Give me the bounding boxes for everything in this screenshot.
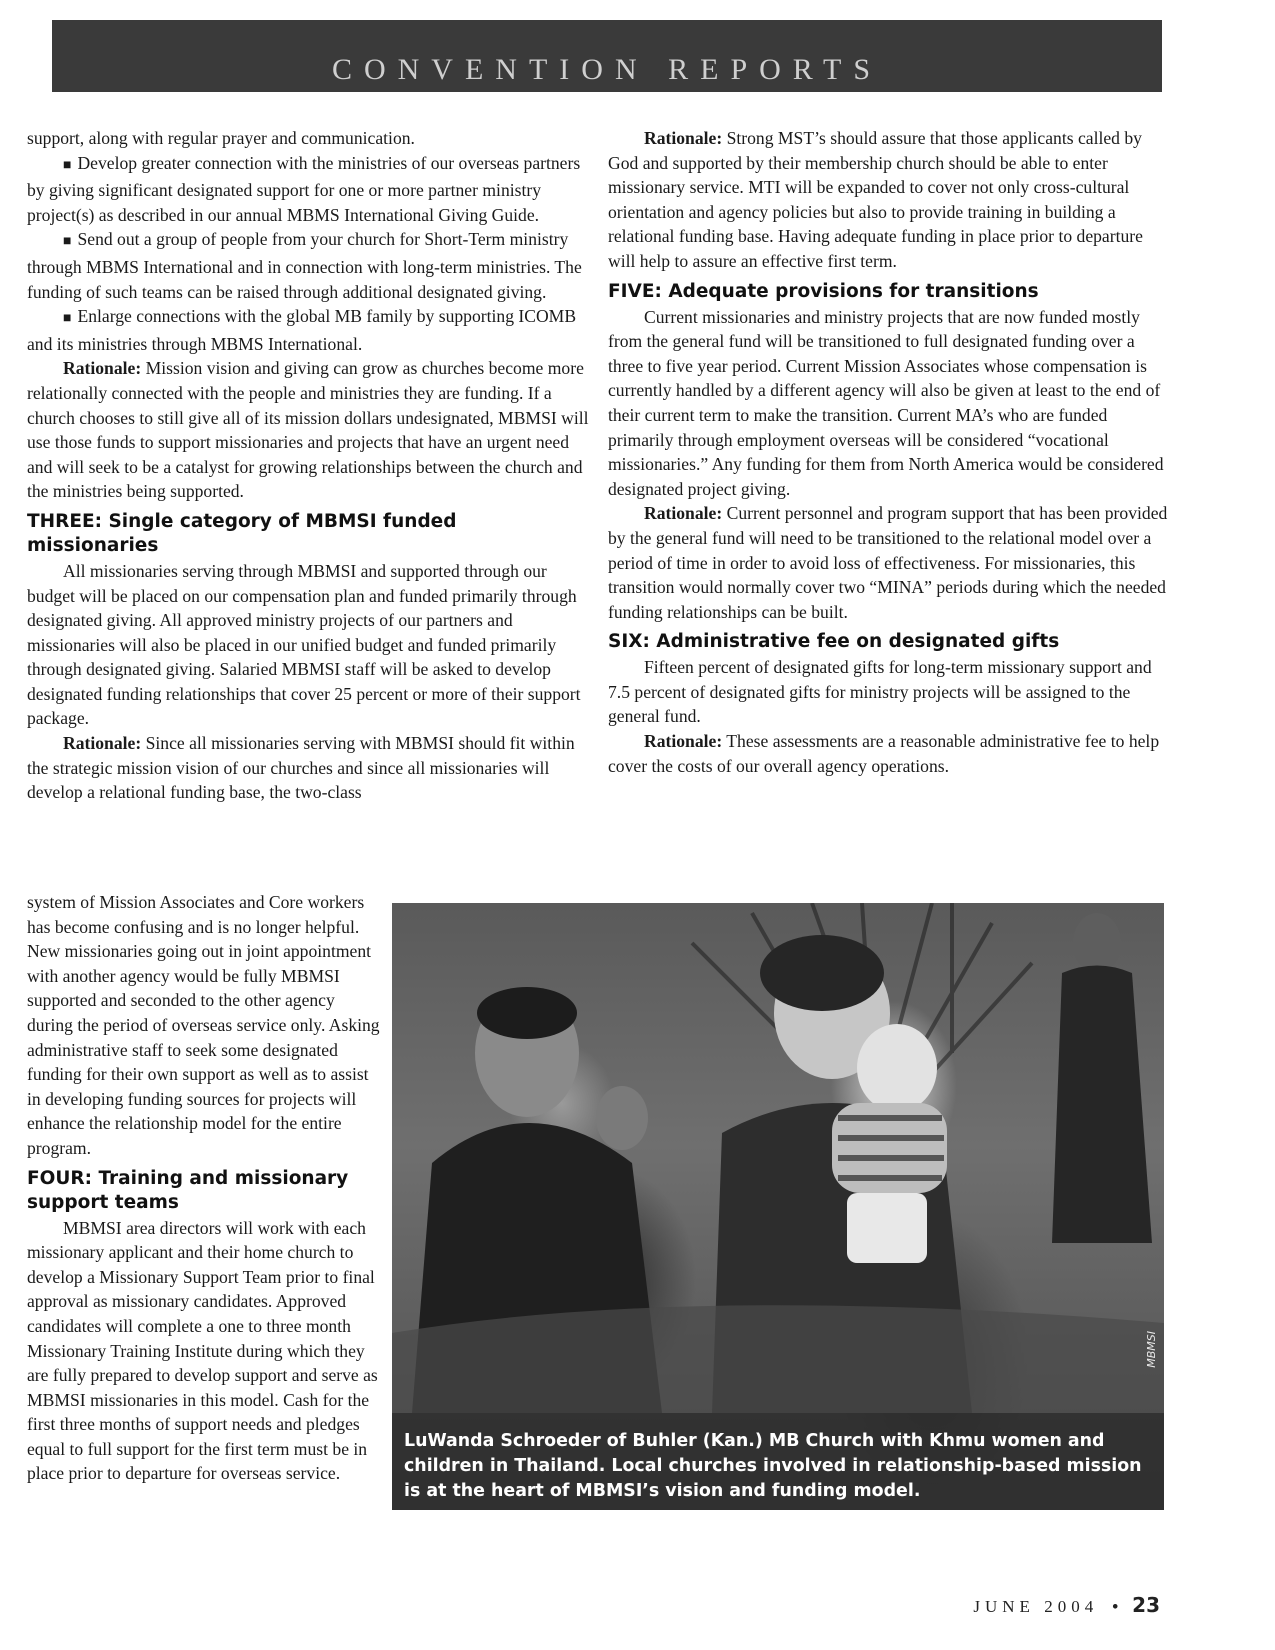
section-heading-three: THREE: Single category of MBMSI funded missionaries: [27, 510, 457, 556]
issue-date: JUNE 2004: [973, 1597, 1099, 1616]
rationale-text: Current personnel and program support that has been provided by the general fund will need to be transitioned to the relational model over a period of time in order to avoid loss of effectiveness. For missionaries, this transition would normally cover two “MINA” periods during which the needed funding relationships can be built.: [608, 503, 1168, 622]
footer-separator: •: [1112, 1597, 1119, 1616]
paragraph: Fifteen percent of designated gifts for long-term missionary support and 7.5 percent of designated gifts for ministry projects will be assigned to the general fund.: [608, 657, 1152, 727]
paragraph: All missionaries serving through MBMSI and supported through our budget will be placed on our compensation plan and funded primarily through designated giving. All approved ministry projects of our partners and missionaries will also be placed in our unified budget and funded primarily through designated giving. Salaried MBMSI staff will be asked to develop designated funding relationships that cover 25 percent or more of their support package.: [27, 560, 581, 729]
section-banner: [52, 20, 1162, 92]
page-footer: [973, 1593, 1160, 1617]
rationale-label: Rationale:: [644, 128, 723, 148]
rationale-text: Since all missionaries serving with MBMSI should fit within the strategic mission vision of our churches and since all missionaries will develop a relational funding base, the two-class: [27, 733, 575, 803]
rationale-paragraph: [608, 729, 1168, 778]
left-column-bottom: [27, 890, 382, 1486]
right-column: [608, 126, 1168, 778]
rationale-paragraph: [608, 501, 1168, 624]
section-heading-four: FOUR: Training and missionary support teams: [27, 1167, 349, 1213]
rationale-label: Rationale:: [644, 503, 723, 524]
paragraph: system of Mission Associates and Core workers has become confusing and is no longer helpful. New missionaries going out in joint appointment with another agency would be fully MBMSI supported and seconded to the other agency during the period of overseas service only. Asking administrative staff to seek some designated funding for their own support as well as to assist in developing funding sources for projects will enhance the relationship model for the entire program.: [27, 892, 380, 1158]
rationale-text: Mission vision and giving can grow as churches become more relationally connected with the people and ministries they are funding. If a church chooses to still give all of its mission dollars undesignated, MBMSI will use those funds to support missionaries and projects that have an urgent need and will seek to be a catalyst for growing relationships between the church and the ministries being supported.: [27, 358, 589, 502]
photo-illustration: [392, 903, 1164, 1413]
photo-caption: LuWanda Schroeder of Buhler (Kan.) MB Church with Khmu women and children in Thailand. Local churches involved in relationship-based mission is at the heart of MBMSI’s vision and funding model.: [392, 1413, 1164, 1510]
bullet-item: ■ Send out a group of people from your church for Short-Term ministry through MBMS International and in connection with long-term ministries. The funding of such teams can be raised through additional designated giving.: [27, 227, 594, 304]
page-number: 23: [1132, 1593, 1160, 1617]
paragraph: Current missionaries and ministry projects that are now funded mostly from the general fund will be transitioned to full designated funding over a three to five year period. Current Mission Associates whose compensation is currently handled by a different agency will also be given at least to the end of their current term to make the transition. Current MA’s who are funded primarily through employment overseas will be considered “vocational missionaries.” Any funding for them from North America would be considered designated project giving.: [608, 306, 1164, 499]
photo-credit: MBMSI: [1145, 1331, 1158, 1368]
section-heading-five: FIVE: Adequate provisions for transitions: [608, 280, 1039, 302]
paragraph: MBMSI area directors will work with each missionary applicant and their home church to develop a Missionary Support Team prior to final approval as missionary candidates. Approved candidates will complete a one to three month Missionary Training Institute during which they are fully prepared to develop support and serve as MBMSI missionaries in this model. Cash for the first three months of support needs and pledges equal to full support for the first term must be in place prior to departure for overseas service.: [27, 1217, 378, 1484]
rationale-label: Rationale:: [63, 733, 142, 754]
section-title: CONVENTION REPORTS: [331, 53, 883, 86]
rationale-text: These assessments are a reasonable administrative fee to help cover the costs of our overall agency operations.: [608, 731, 1160, 776]
rationale-paragraph: [27, 731, 594, 805]
rationale-label: Rationale:: [644, 731, 723, 752]
photo: [392, 903, 1164, 1510]
bullet-item: ■ Develop greater connection with the ministries of our overseas partners by giving significant designated support for one or more partner ministry project(s) as described in our annual MBMS International Giving Guide.: [27, 151, 594, 228]
left-column-top: [27, 126, 594, 805]
rationale-paragraph: [27, 356, 594, 504]
rationale-label: Rationale:: [63, 358, 142, 379]
bullet-item: ■ Enlarge connections with the global MB family by supporting ICOMB and its ministries through MBMS International.: [27, 304, 594, 356]
section-heading-six: SIX: Administrative fee on designated gifts: [608, 631, 1060, 653]
rationale-text: Strong MST’s should assure that those applicants called by God and supported by their membership church should be able to enter missionary service. MTI will be expanded to cover not only cross-cultural orientation and agency policies but also to provide training in building a relational funding base. Having adequate funding in place prior to departure will help to assure an effective first term.: [608, 128, 1143, 271]
paragraph: support, along with regular prayer and communication.: [27, 128, 415, 148]
rationale-paragraph: [608, 126, 1168, 274]
